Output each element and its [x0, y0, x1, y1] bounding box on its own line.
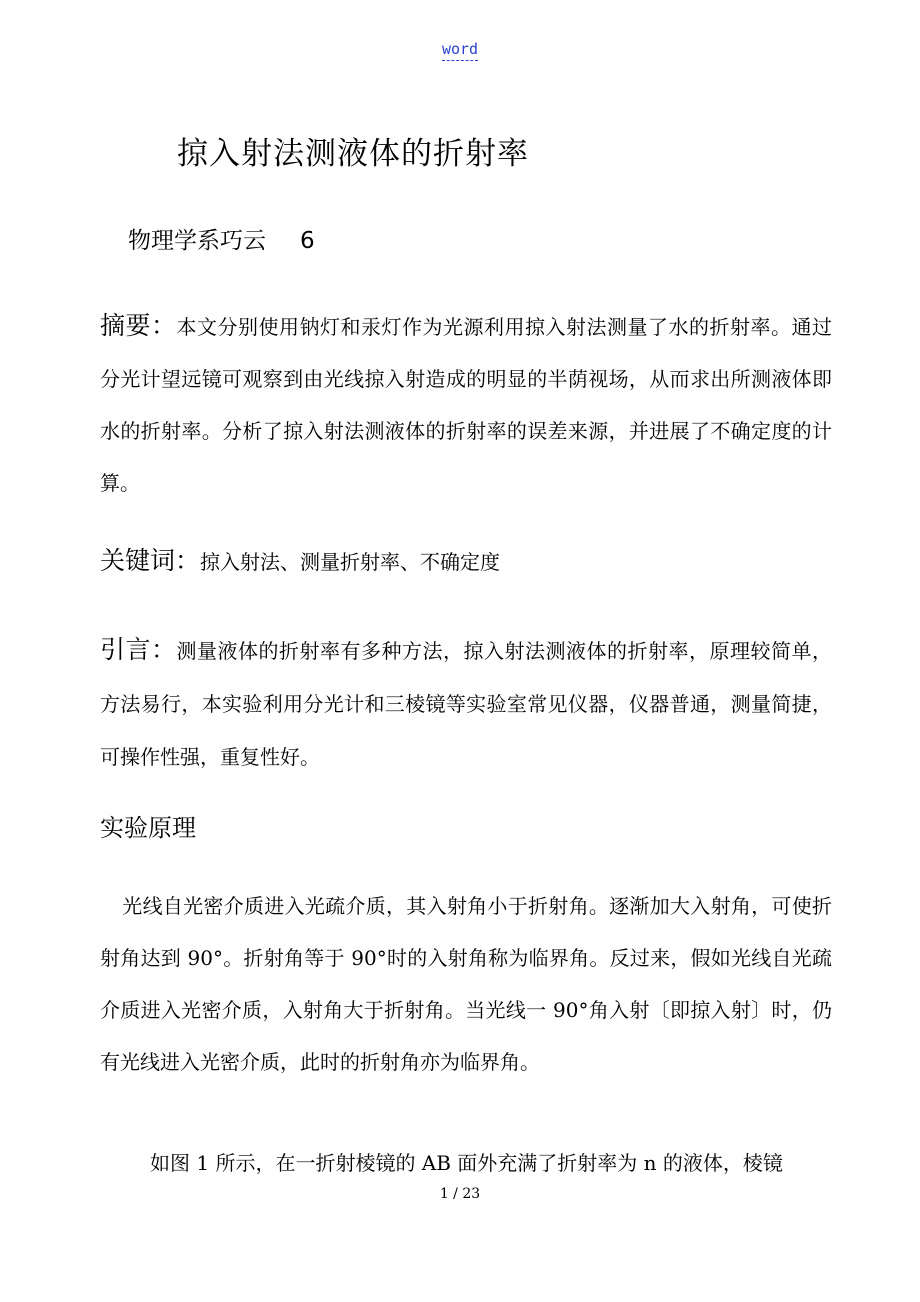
abstract-text: 本文分别使用钠灯和汞灯作为光源利用掠入射法测量了水的折射率。通过分光计望远镜可观察到由光线掠入射造成的明显的半荫视场，从而求出所测液体即水的折射率。分析了掠入射法测液体的折射率的误差来源，并进展了不确定度的计算。 — [100, 315, 832, 495]
principle-text-2: 如图 1 所示，在一折射棱镜的 AB 面外充满了折射率为 n 的液体，棱镜 — [150, 1151, 783, 1175]
abstract-label: 摘要： — [100, 311, 177, 340]
header-link-text[interactable]: word — [442, 40, 478, 61]
document-title: 掠入射法测液体的折射率 — [177, 136, 529, 172]
keywords-paragraph — [100, 534, 832, 589]
keywords-text: 掠入射法、测量折射率、不确定度 — [200, 550, 501, 574]
principle-paragraph-2 — [100, 1136, 832, 1190]
intro-paragraph — [100, 623, 832, 784]
author-name: 物理学系巧云 — [128, 228, 266, 254]
keywords-label: 关键词： — [100, 546, 201, 575]
author-number: 6 — [300, 228, 315, 254]
author-line — [128, 222, 315, 255]
page-number: 1 / 23 — [439, 1186, 481, 1202]
principle-text-1: 光线自光密介质进入光疏介质，其入射角小于折射角。逐渐加大入射角，可使折射角达到 90°。折射角等于 90°时的入射角称为临界角。反过来，假如光线自光疏介质进入光密介质，入射角大于折射角。当光线一 90°角入射〔即掠入射〕时，仍有光线进入光密介质，此时的折射角亦为临界角。 — [100, 894, 832, 1074]
header-word-link[interactable] — [0, 40, 920, 58]
principle-paragraph-1 — [100, 880, 832, 1088]
intro-text: 测量液体的折射率有多种方法，掠入射法测液体的折射率，原理较简单，方法易行，本实验利用分光计和三棱镜等实验室常见仪器，仪器普通，测量简捷，可操作性强，重复性好。 — [100, 639, 832, 769]
intro-label: 引言： — [100, 635, 177, 664]
section-heading: 实验原理 — [100, 814, 196, 842]
abstract-paragraph — [100, 300, 832, 509]
